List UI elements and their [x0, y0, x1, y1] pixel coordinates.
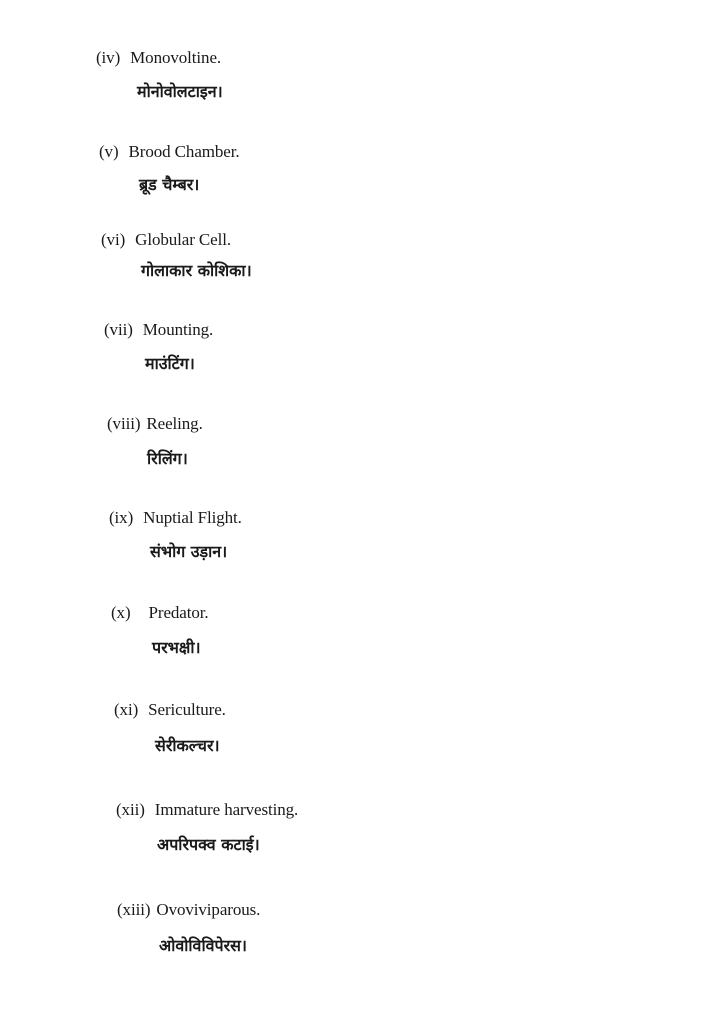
english-text: Mounting. — [142, 320, 214, 339]
english-term — [116, 800, 298, 820]
hindi-term: मोनोवोलटाइन। — [137, 82, 223, 101]
english-term — [109, 508, 242, 528]
english-text: Immature harvesting. — [154, 800, 299, 819]
item-number: (x) — [111, 603, 131, 622]
item-number: (v) — [99, 142, 119, 161]
english-term — [96, 48, 221, 68]
hindi-term: माउंटिंग। — [145, 354, 195, 373]
item-number: (vi) — [101, 230, 126, 249]
hindi-term: अपरिपक्व कटाई। — [157, 835, 260, 854]
hindi-term: ओवोविविपेरस। — [159, 936, 248, 955]
english-term — [107, 414, 203, 434]
item-number: (xii) — [116, 800, 145, 819]
english-term — [111, 603, 209, 623]
hindi-term: गोलाकार कोशिका। — [141, 261, 252, 280]
english-term — [99, 142, 240, 162]
item-number: (viii) — [107, 414, 141, 433]
english-text: Brood Chamber. — [128, 142, 240, 161]
english-text: Nuptial Flight. — [143, 508, 242, 527]
item-number: (xiii) — [117, 900, 151, 919]
hindi-term: रिलिंग। — [147, 449, 188, 468]
hindi-term: ब्रूड चैम्बर। — [139, 175, 200, 194]
english-term — [117, 900, 260, 920]
english-text: Monovoltine. — [130, 48, 222, 67]
hindi-term: सेरीकल्चर। — [155, 736, 220, 755]
english-text: Reeling. — [146, 414, 203, 433]
english-text: Ovoviviparous. — [156, 900, 261, 919]
hindi-term: परभक्षी। — [152, 638, 201, 657]
item-number: (vii) — [104, 320, 133, 339]
item-number: (xi) — [114, 700, 139, 719]
english-text: Predator. — [148, 603, 209, 622]
english-text: Sericulture. — [148, 700, 226, 719]
item-number: (ix) — [109, 508, 134, 527]
english-term — [101, 230, 231, 250]
item-number: (iv) — [96, 48, 121, 67]
english-term — [104, 320, 213, 340]
english-term — [114, 700, 226, 720]
hindi-term: संभोग उड़ान। — [150, 542, 228, 561]
english-text: Globular Cell. — [135, 230, 232, 249]
